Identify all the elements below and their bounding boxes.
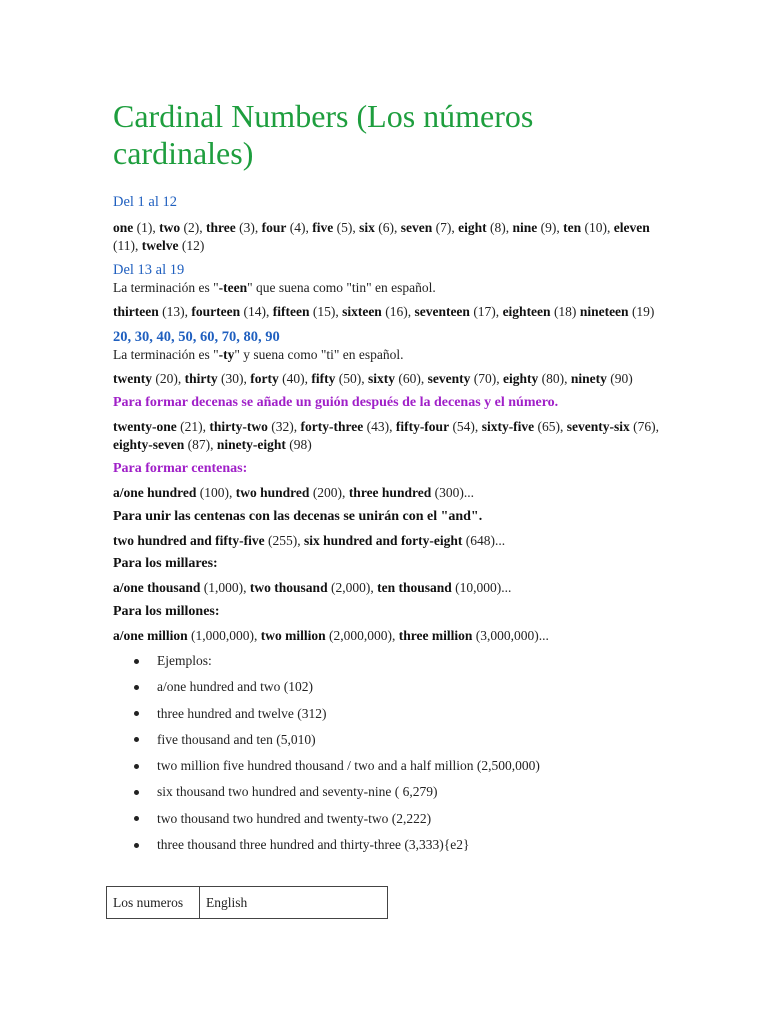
number-value: (98) [285, 436, 312, 452]
number-word: fourteen [191, 304, 241, 319]
number-value: (16), [381, 304, 415, 319]
number-word: a/one hundred [113, 485, 197, 500]
number-value: (8), [486, 220, 513, 235]
number-value: (87), [184, 436, 217, 452]
note-teen-post: " que suena como "tin" en español. [247, 280, 436, 295]
number-word: three hundred [348, 485, 432, 500]
number-value: (2,000), [327, 580, 378, 595]
number-value: (90) [606, 370, 633, 386]
number-value: (1,000), [200, 580, 250, 595]
list-item: three hundred and twelve (312) [113, 701, 673, 727]
list-item: six thousand two hundred and seventy-nine ( 6,279) [113, 779, 673, 805]
number-word: sixty [367, 370, 395, 386]
number-value: (60), [394, 370, 428, 386]
list-item: Ejemplos: [113, 648, 673, 674]
number-value: (21), [176, 419, 210, 434]
number-value: (80), [538, 370, 571, 386]
number-word: fifteen [272, 304, 310, 319]
number-value: (1), [133, 220, 160, 235]
note-teen [113, 279, 673, 297]
number-value: (255), [264, 532, 305, 548]
list-item: three thousand three hundred and thirty-three (3,333){e2} [113, 832, 673, 858]
note-teen-pre: La terminación es " [113, 280, 219, 295]
heading-hundreds-and: Para unir las centenas con las decenas se unirán con el "and". [113, 508, 483, 524]
number-value: (4), [286, 220, 313, 235]
number-value: (100), [196, 485, 236, 500]
section-heading-1-12: Del 1 al 12 [113, 194, 178, 210]
number-word: four [261, 220, 287, 235]
numbers-millions [113, 627, 673, 645]
number-word: eighty [502, 370, 539, 386]
number-value: (6), [374, 220, 401, 235]
number-value: (30), [217, 370, 251, 386]
note-teen-bold: -teen [218, 280, 248, 295]
number-word: twenty [113, 370, 152, 386]
number-value: (300)... [431, 485, 474, 500]
numbers-compound-tens [113, 418, 673, 453]
number-value: (5), [333, 220, 360, 235]
number-value: (10), [581, 220, 614, 235]
number-word: thirty [184, 370, 218, 386]
heading-millions: Para los millones: [113, 603, 220, 619]
number-word: two million [260, 627, 326, 643]
number-value: (2), [180, 220, 206, 235]
number-value: (13), [158, 304, 192, 319]
examples-list [113, 648, 673, 858]
heading-compound-tens: Para formar decenas se añade un guión después de la decenas y el número. [113, 395, 559, 410]
number-word: three million [398, 627, 473, 643]
number-word: two [159, 220, 181, 235]
number-word: ten [563, 220, 582, 235]
number-value: (70), [470, 370, 503, 386]
number-value: (14), [240, 304, 273, 319]
number-value: (76), [629, 419, 660, 434]
number-word: two thousand [249, 580, 328, 595]
heading-hundreds: Para formar centenas: [113, 461, 248, 476]
number-word: two hundred and fifty-five [113, 532, 265, 548]
numbers-tens [113, 370, 673, 388]
number-word: six hundred and forty-eight [304, 532, 463, 548]
numbers-1-12 [113, 219, 673, 254]
list-item: two thousand two hundred and twenty-two (2,222) [113, 806, 673, 832]
number-value: (43), [363, 419, 396, 434]
number-word: ninety-eight [216, 436, 286, 452]
number-word: eight [458, 220, 487, 235]
number-value: (1,000,000), [187, 627, 261, 643]
heading-thousands: Para los millares: [113, 556, 218, 571]
number-word: seventy [427, 370, 471, 386]
number-value: (9), [537, 220, 564, 235]
number-word: ninety [570, 370, 607, 386]
number-value: (20), [152, 370, 185, 386]
number-word: fifty [311, 370, 336, 386]
number-word: three [206, 220, 236, 235]
numbers-hundreds-and [113, 532, 673, 550]
number-word: sixteen [342, 304, 382, 319]
number-word: twelve [141, 237, 179, 253]
note-ty-pre: La terminación es " [113, 346, 219, 362]
number-word: eleven [613, 220, 650, 235]
number-value: (18) [550, 304, 580, 319]
note-ty-post: " y suena como "ti" en español. [234, 346, 404, 362]
number-word: fifty-four [395, 419, 450, 434]
number-value: (54), [449, 419, 482, 434]
number-value: (12) [178, 237, 205, 253]
number-word: eighty-seven [113, 436, 185, 452]
numbers-13-19 [113, 303, 673, 321]
number-value: (50), [335, 370, 368, 386]
number-word: sixty-five [481, 419, 535, 434]
number-word: one [113, 220, 134, 235]
number-word: seventy-six [566, 419, 630, 434]
number-value: (2,000,000), [325, 627, 399, 643]
numbers-thousands [113, 579, 673, 597]
number-word: five [312, 220, 334, 235]
number-word: nineteen [579, 304, 629, 319]
number-value: (648)... [462, 532, 506, 548]
number-value: (3,000,000)... [472, 627, 549, 643]
number-word: six [359, 220, 375, 235]
number-word: thirteen [113, 304, 159, 319]
document-page [113, 98, 673, 858]
list-item: two million five hundred thousand / two and a half million (2,500,000) [113, 753, 673, 779]
note-ty-bold: -ty [218, 346, 235, 362]
number-word: a/one thousand [113, 580, 201, 595]
number-value: (3), [235, 220, 262, 235]
number-word: forty-three [300, 419, 364, 434]
number-word: eighteen [502, 304, 551, 319]
note-ty [113, 346, 673, 364]
number-word: two hundred [235, 485, 310, 500]
number-value: (19) [628, 304, 655, 319]
number-word: seven [400, 220, 433, 235]
number-word: nine [512, 220, 538, 235]
section-heading-13-19: Del 13 al 19 [113, 262, 185, 278]
number-word: thirty-two [209, 419, 268, 434]
number-value: (40), [278, 370, 312, 386]
list-item: a/one hundred and two (102) [113, 674, 673, 700]
number-value: (65), [534, 419, 567, 434]
number-word: a/one million [113, 627, 188, 643]
table-header-cell: English [200, 887, 388, 919]
number-value: (200), [309, 485, 349, 500]
number-word: ten thousand [377, 580, 452, 595]
number-word: forty [250, 370, 279, 386]
table-header-row [107, 887, 388, 919]
page-title: Cardinal Numbers (Los números cardinales) [113, 98, 534, 171]
number-value: (7), [432, 220, 459, 235]
number-value: (17), [469, 304, 503, 319]
number-value: (11), [113, 237, 142, 253]
number-value: (10,000)... [451, 580, 512, 595]
section-heading-tens: 20, 30, 40, 50, 60, 70, 80, 90 [113, 328, 280, 345]
number-value: (32), [267, 419, 301, 434]
number-word: seventeen [414, 304, 470, 319]
number-word: twenty-one [113, 419, 177, 434]
list-item: five thousand and ten (5,010) [113, 727, 673, 753]
numbers-table [106, 886, 388, 919]
table-header-cell: Los numeros [107, 887, 200, 919]
numbers-hundreds [113, 484, 673, 502]
number-value: (15), [309, 304, 343, 319]
